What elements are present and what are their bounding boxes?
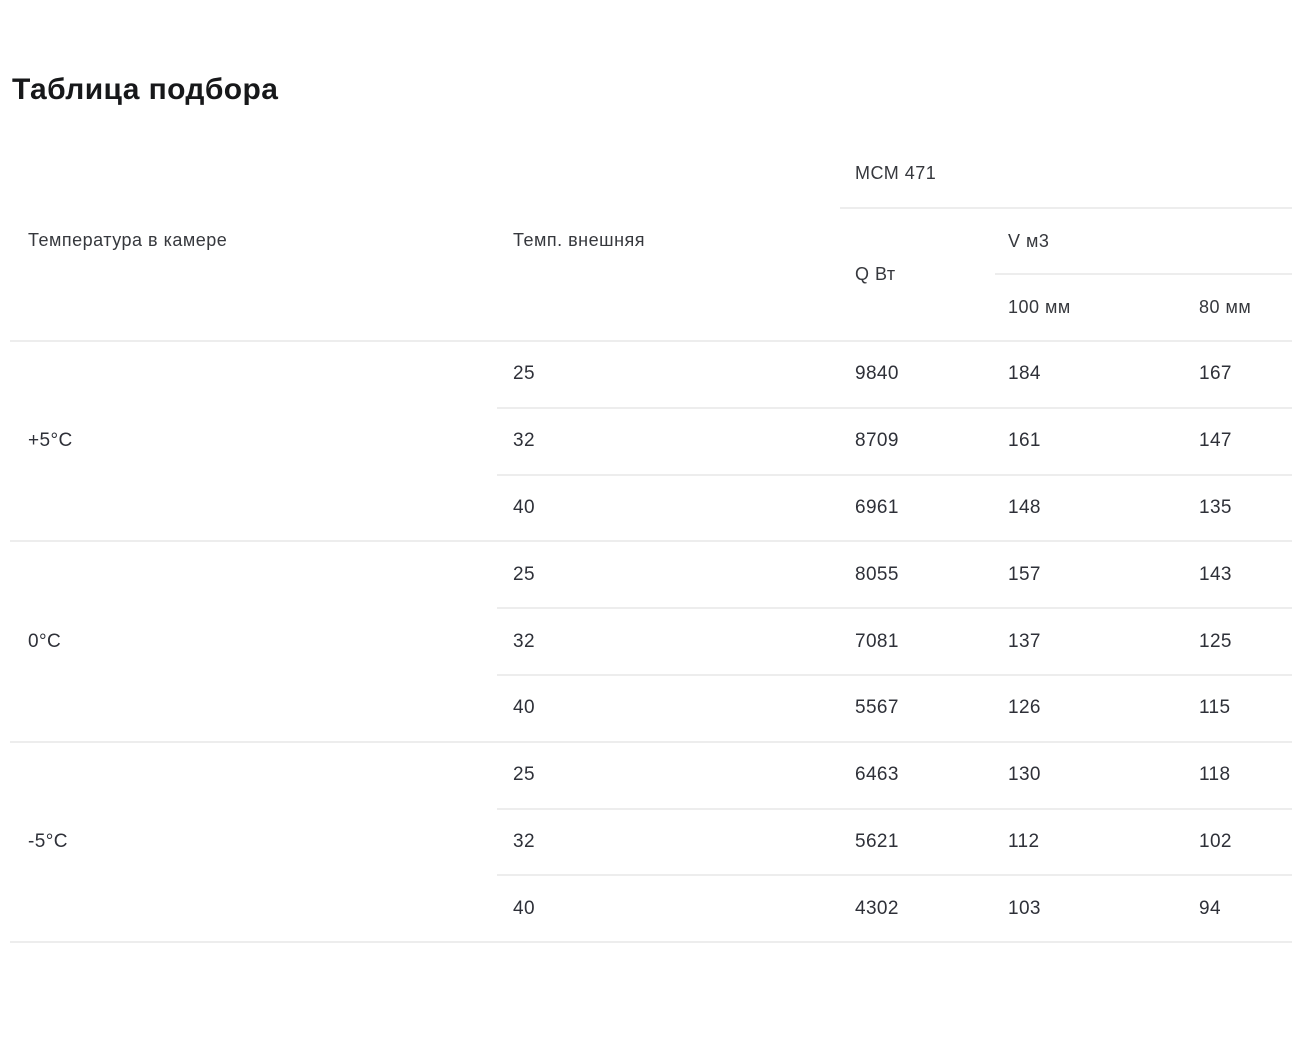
chamber-temp-cell: -5°С	[10, 742, 497, 942]
header-row-model	[10, 140, 1292, 208]
external-temp-cell: 25	[497, 341, 840, 408]
external-temp-cell: 32	[497, 809, 840, 876]
v80-cell: 147	[1184, 408, 1292, 475]
external-temp-cell: 25	[497, 742, 840, 809]
v100-cell: 157	[995, 541, 1184, 608]
q-cell: 6463	[840, 742, 995, 809]
external-temp-cell: 40	[497, 875, 840, 942]
q-cell: 7081	[840, 608, 995, 675]
selection-table	[10, 140, 1292, 943]
v80-cell: 102	[1184, 809, 1292, 876]
v100-cell: 161	[995, 408, 1184, 475]
table-row	[10, 341, 1292, 408]
q-cell: 5567	[840, 675, 995, 742]
chamber-temp-cell: 0°С	[10, 541, 497, 741]
q-cell: 9840	[840, 341, 995, 408]
v100-cell: 130	[995, 742, 1184, 809]
v80-cell: 167	[1184, 341, 1292, 408]
v100-cell: 137	[995, 608, 1184, 675]
col-header-chamber-temp: Температура в камере	[10, 140, 497, 341]
external-temp-cell: 25	[497, 541, 840, 608]
col-header-q: Q Вт	[840, 208, 995, 341]
v80-cell: 125	[1184, 608, 1292, 675]
table-row	[10, 541, 1292, 608]
external-temp-cell: 32	[497, 408, 840, 475]
v100-cell: 184	[995, 341, 1184, 408]
v100-cell: 148	[995, 475, 1184, 542]
v80-cell: 94	[1184, 875, 1292, 942]
col-header-v: V м3	[995, 208, 1292, 274]
q-cell: 4302	[840, 875, 995, 942]
page-title: Таблица подбора	[12, 73, 279, 106]
table-header	[10, 140, 1292, 341]
v100-cell: 112	[995, 809, 1184, 876]
col-header-v100: 100 мм	[995, 274, 1184, 341]
external-temp-cell: 40	[497, 675, 840, 742]
table-body	[10, 341, 1292, 942]
q-cell: 8709	[840, 408, 995, 475]
q-cell: 5621	[840, 809, 995, 876]
external-temp-cell: 32	[497, 608, 840, 675]
col-header-v80: 80 мм	[1184, 274, 1292, 341]
v80-cell: 143	[1184, 541, 1292, 608]
v80-cell: 115	[1184, 675, 1292, 742]
col-header-external-temp: Темп. внешняя	[497, 140, 840, 341]
col-header-model: МСМ 471	[840, 140, 1292, 208]
v100-cell: 103	[995, 875, 1184, 942]
chamber-temp-cell: +5°С	[10, 341, 497, 541]
v100-cell: 126	[995, 675, 1184, 742]
v80-cell: 135	[1184, 475, 1292, 542]
external-temp-cell: 40	[497, 475, 840, 542]
v80-cell: 118	[1184, 742, 1292, 809]
q-cell: 8055	[840, 541, 995, 608]
table-row	[10, 742, 1292, 809]
q-cell: 6961	[840, 475, 995, 542]
